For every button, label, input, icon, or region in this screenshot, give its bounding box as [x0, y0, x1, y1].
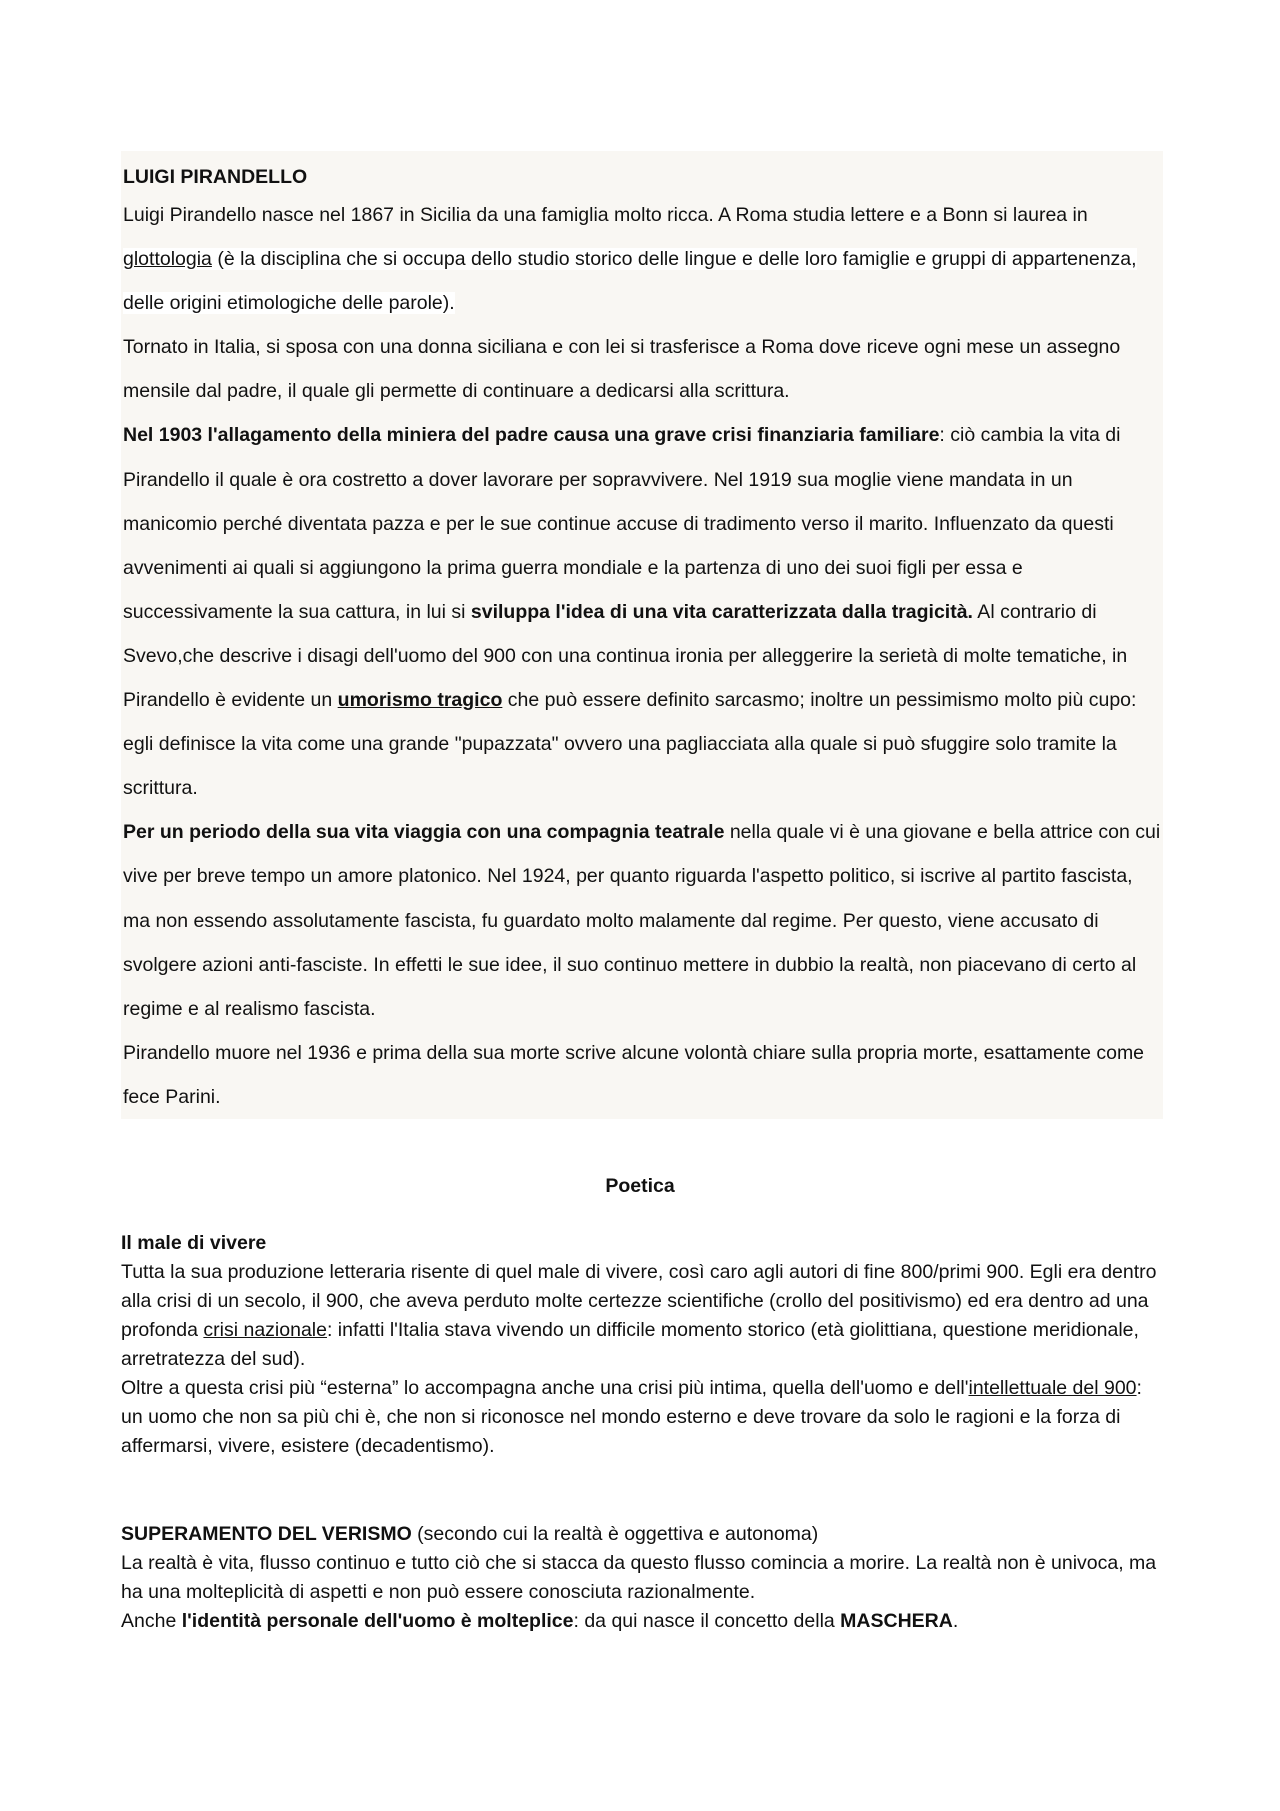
biography-section	[121, 151, 1163, 1119]
male-text-2: : infatti l'Italia stava vivendo un difficile momento storico (età giolittiana, questione meridionale, arretratezza del sud).	[121, 1319, 1139, 1370]
bio-paragraph-3	[123, 413, 1161, 810]
verismo-text-b: : da qui nasce il concetto della	[573, 1610, 841, 1632]
male-di-vivere-heading: Il male di vivere	[121, 1232, 267, 1254]
bio-p3-text-c: che può essere definito sarcasmo; inoltre un pessimismo molto più cupo: egli definisce la vita come una grande "pupazzata" ovvero una pagliacciata alla quale si può sfuggire solo tramite la scrittura.	[123, 689, 1137, 800]
verismo-heading-note: (secondo cui la realtà è oggettiva e autonoma)	[411, 1523, 819, 1545]
umorismo-tragico-term: umorismo tragico	[337, 689, 503, 712]
bio-p3-text-b: Al contrario di Svevo,che descrive i disagi dell'uomo del 900 con una continua ironia per alleggerire la serietà di molte tematiche, in Pirandello è evidente un	[123, 600, 1128, 712]
identita-bold: l'identità personale dell'uomo è molteplice	[181, 1610, 574, 1632]
verismo-text-a: Anche	[121, 1610, 182, 1632]
verismo-heading-line	[121, 1520, 1166, 1549]
verismo-paragraph-1: La realtà è vita, flusso continuo e tutto ciò che si stacca da questo flusso comincia a morire. La realtà non è univoca, ma ha una molteplicità di aspetti e non può essere conosciuta razionalmente.	[121, 1552, 1157, 1603]
glottologia-term: glottologia	[123, 248, 212, 271]
bio-p3-bold-1: Nel 1903 l'allagamento della miniera del padre causa una grave crisi finanziaria familiare	[123, 424, 940, 447]
male-text-1: Tutta la sua produzione letteraria risente di quel male di vivere, così caro agli autori di fine 800/primi 900. Egli era dentro alla crisi di un secolo, il 900, che aveva perduto molte certezze scientifiche (crollo del positivismo) ed era dentro ad una profonda	[121, 1261, 1157, 1341]
male-di-vivere-paragraph-2	[121, 1374, 1166, 1461]
verismo-section	[121, 1520, 1166, 1636]
intellettuale-term: intellettuale del 900	[968, 1377, 1137, 1399]
bio-paragraph-2: Tornato in Italia, si sposa con una donna siciliana e con lei si trasferisce a Roma dove riceve ogni mese un assegno mensile dal padre, il quale gli permette di continuare a dedicarsi alla scrittura.	[123, 336, 1121, 403]
document-title: LUIGI PIRANDELLO	[123, 166, 308, 188]
bio-p1-text: Luigi Pirandello nasce nel 1867 in Sicilia da una famiglia molto ricca. A Roma studia lettere e a Bonn si laurea in	[123, 204, 1088, 226]
male-text-3: Oltre a questa crisi più “esterna” lo accompagna anche una crisi più intima, quella dell'uomo e dell'	[121, 1377, 969, 1399]
verismo-heading: SUPERAMENTO DEL VERISMO	[121, 1523, 412, 1545]
bio-paragraph-1	[123, 193, 1161, 325]
bio-p4-text: nella quale vi è una giovane e bella attrice con cui vive per breve tempo un amore platonico. Nel 1924, per quanto riguarda l'aspetto politico, si iscrive al partito fascista, ma non essendo assolutamente fascista, fu guardato molto malamente dal regime. Per questo, viene accusato di svolgere azioni anti-fasciste. In effetti le sue idee, il suo continuo mettere in dubbio la realtà, non piacevano di certo al regime e al realismo fascista.	[123, 821, 1161, 1020]
bio-paragraph-5: Pirandello muore nel 1936 e prima della sua morte scrive alcune volontà chiare sulla propria morte, esattamente come fece Parini.	[123, 1041, 1145, 1108]
bio-p3-bold-2: sviluppa l'idea di una vita caratterizzata dalla tragicità.	[470, 600, 973, 623]
bio-p4-bold: Per un periodo della sua vita viaggia con una compagnia teatrale	[123, 821, 725, 844]
bio-paragraph-4	[123, 810, 1161, 1030]
male-text-4: : un uomo che non sa più chi è, che non si riconosce nel mondo esterno e deve trovare da solo le ragioni e la forza di affermarsi, vivere, esistere (decadentismo).	[121, 1377, 1142, 1457]
bio-p3-text-a: : ciò cambia la vita di Pirandello il quale è ora costretto a dover lavorare per sopravvivere. Nel 1919 sua moglie viene mandata in un manicomio perché diventata pazza e per le sue continue accuse di tradimento verso il marito. Influenzato da questi avvenimenti ai quali si aggiungono la prima guerra mondiale e la partenza di uno dei suoi figli per essa e successivamente la sua cattura, in lui si	[123, 424, 1121, 623]
maschera-bold: MASCHERA	[840, 1610, 953, 1632]
male-di-vivere-paragraph-1	[121, 1258, 1166, 1374]
poetica-heading: Poetica	[605, 1175, 675, 1197]
verismo-paragraph-2	[121, 1607, 1166, 1636]
male-di-vivere-section	[121, 1229, 1166, 1461]
verismo-text-c: .	[952, 1610, 959, 1632]
bio-p1-definition: (è la disciplina che si occupa dello studio storico delle lingue e delle loro famiglie e gruppi di appartenenza, delle origini etimologiche delle parole).	[123, 248, 1137, 315]
crisi-nazionale-term: crisi nazionale	[203, 1319, 327, 1341]
